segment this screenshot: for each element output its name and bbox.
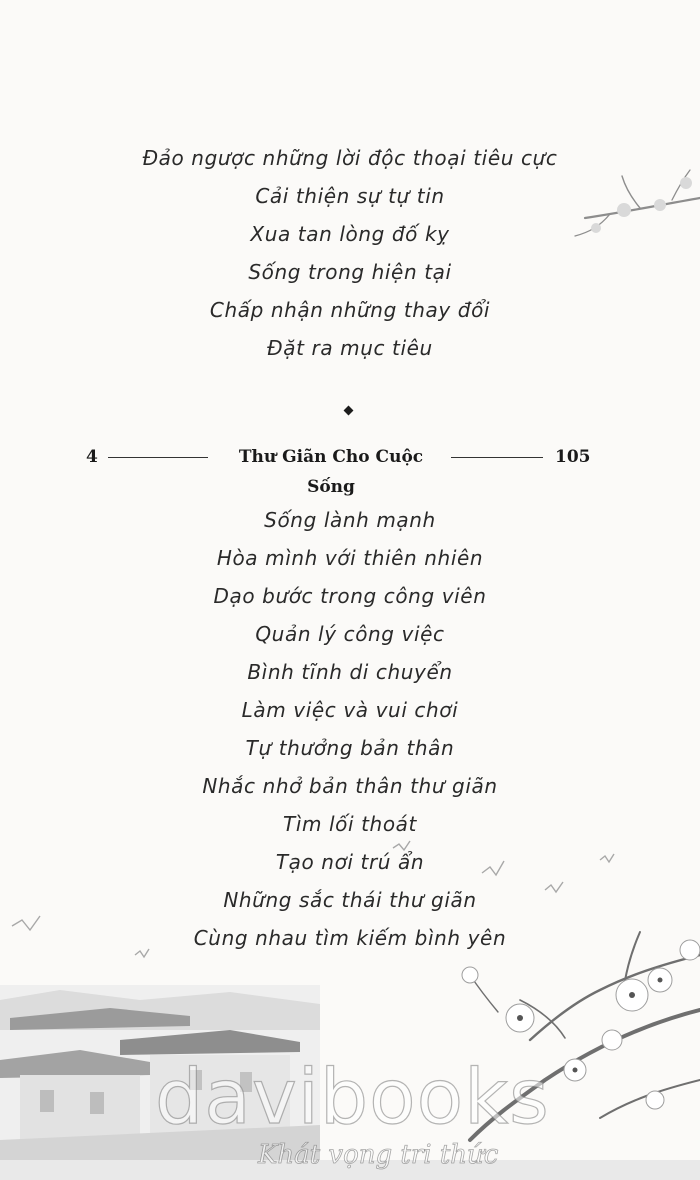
- list-item: Tự thưởng bản thân: [245, 736, 455, 760]
- topic-list-before: [0, 139, 700, 367]
- chapter-page-number: 105: [555, 447, 591, 467]
- watermark-brand: davibooks: [155, 1052, 550, 1141]
- chapter-rule-right: [451, 457, 543, 458]
- list-item: Bình tĩnh di chuyển: [247, 660, 453, 684]
- list-item: Đảo ngược những lời độc thoại tiêu cực: [142, 146, 558, 170]
- list-item: Xua tan lòng đố kỵ: [250, 222, 450, 246]
- list-item: Những sắc thái thư giãn: [223, 888, 477, 912]
- list-item: Đặt ra mục tiêu: [267, 336, 433, 360]
- list-item: Chấp nhận những thay đổi: [209, 298, 491, 322]
- list-item: Sống lành mạnh: [264, 508, 436, 532]
- list-item: Tìm lối thoát: [283, 812, 417, 836]
- list-item: Dạo bước trong công viên: [213, 584, 487, 608]
- list-item: Làm việc và vui chơi: [241, 698, 459, 722]
- list-item: Sống trong hiện tại: [248, 260, 452, 284]
- topic-list-after: [0, 501, 700, 957]
- list-item: Cải thiện sự tự tin: [255, 184, 445, 208]
- chapter-number: 4: [86, 447, 98, 467]
- list-item: Quản lý công việc: [255, 622, 445, 646]
- list-item: Tạo nơi trú ẩn: [275, 850, 425, 874]
- list-item: Hòa mình với thiên nhiên: [216, 546, 484, 570]
- chapter-heading: [0, 442, 700, 497]
- chapter-rule-left: [108, 457, 208, 458]
- watermark-tagline: Khát vọng tri thức: [258, 1140, 499, 1170]
- list-item: Nhắc nhở bản thân thư giãn: [202, 774, 498, 798]
- chapter-title: Thư Giãn Cho Cuộc Sống: [238, 447, 424, 497]
- list-item: Cùng nhau tìm kiếm bình yên: [193, 926, 507, 950]
